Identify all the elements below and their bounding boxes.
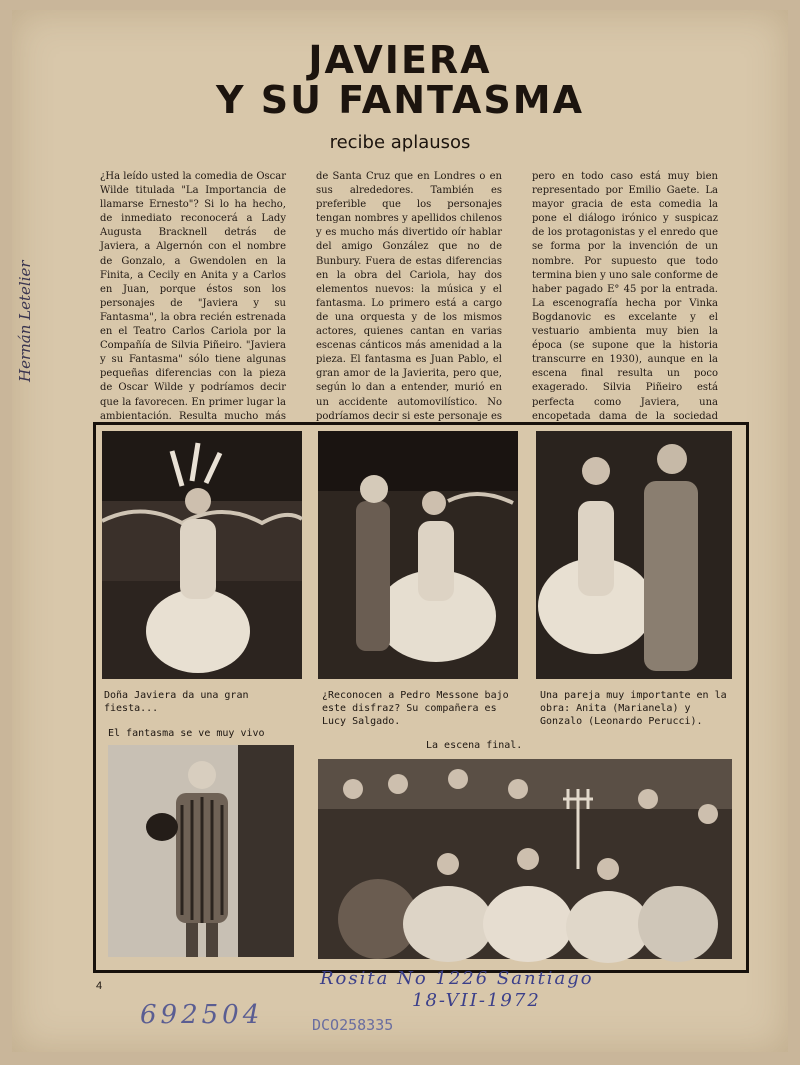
column-1-text: ¿Ha leído usted la comedia de Oscar Wilde titulada "La Importancia de llamarse Ernesto"? Si lo ha hecho, de inmediato reconocerá a Lady Augusta Bracknell detrás de Javiera, a Algernón con el nombre de Gonzalo, a Gwendolen en la Finita, a Cecily en Anita y a Carlos en Juan, porque éstos son los personajes de "Javiera y su Fantasma", la obra recién estrenada en el Teatro Carlos Cariola por la Compañía de Silvia Piñeiro. "Javiera y su Fantasma" sólo tiene algunas pequeñas diferencias con la pieza de Oscar Wilde y podríamos decir que la favorecen. En primer lugar la ambientación. Resulta mucho más <box>100 171 286 422</box>
article-column-1 <box>100 170 286 422</box>
page-number: 4 <box>96 980 103 992</box>
photo-escena-final <box>318 759 732 959</box>
column-2-text: de Santa Cruz que en Londres o en sus alrededores. También es preferible que los personajes tengan nombres y apellidos chilenos y es mucho más divertido oír hablar del amigo González que no de Bunbury. Fuera de estas diferencias en la obra del Cariola, hay dos elementos nuevos: la música y el fantasma. Lo primero está a cargo de una orquesta y de los mismos actores, quienes cantan en varias escenas cánticos más amenidad a la pieza. El fantasma es Juan Pablo, el gran amor de la Javierita, pero que, según lo dan a entender, murió en un accidente automovilístico. No podríamos decir si este personaje es <box>316 171 502 422</box>
article-subtitle: recibe aplausos <box>329 132 471 153</box>
article-column-3 <box>532 170 718 422</box>
caption-photo-5: La escena final. <box>426 740 523 751</box>
article-title-line2: Y SU FANTASMA <box>216 78 584 122</box>
handwritten-source: Rosita No 1226 Santiago <box>320 968 594 989</box>
margin-handwritten-note <box>14 150 38 390</box>
caption-photo-1: Doña Javiera da una gran fiesta... <box>104 690 249 714</box>
margin-note-text: Hernán Letelier <box>16 260 34 382</box>
photo-el-fantasma <box>108 745 294 957</box>
stamp-code: DCO258335 <box>312 1016 394 1034</box>
handwritten-number: 692504 <box>140 1000 264 1030</box>
photo-anita-gonzalo <box>536 431 732 679</box>
handwritten-date: 18-VII-1972 <box>412 990 541 1011</box>
caption-photo-3: Una pareja muy importante en la obra: Anita (Marianela) y Gonzalo (Leonardo Perucci). <box>540 690 727 727</box>
article-title-line1: JAVIERA <box>308 38 492 82</box>
photo-panel <box>93 422 749 973</box>
column-3-text: pero en todo caso está muy bien representado por Emilio Gaete. La mayor gracia de esta comedia la pone el diálogo irónico y suspicaz de los protagonistas y el enredo que se forma por la invención de un nombre. Por supuesto que todo termina bien y uno sale conforme de haber pagado E° 45 por la entrada. La escenografía hecha por Vinka Bogdanovic es excelante y el vestuario ambienta muy bien la época (se supone que la historia transcurre en 1930), aunque en la escena final resulta un poco exagerado. Silvia Piñeiro está perfecta como Javiera, una encopetada dama de la sociedad <box>532 171 718 422</box>
caption-photo-2: ¿Reconocen a Pedro Messone bajo este disfraz? Su compañera es Lucy Salgado. <box>322 690 509 727</box>
photo-dona-javiera <box>102 431 302 679</box>
photo-pedro-messone <box>318 431 518 679</box>
article-column-2 <box>316 170 502 422</box>
caption-photo-4: El fantasma se ve muy vivo <box>108 728 265 739</box>
